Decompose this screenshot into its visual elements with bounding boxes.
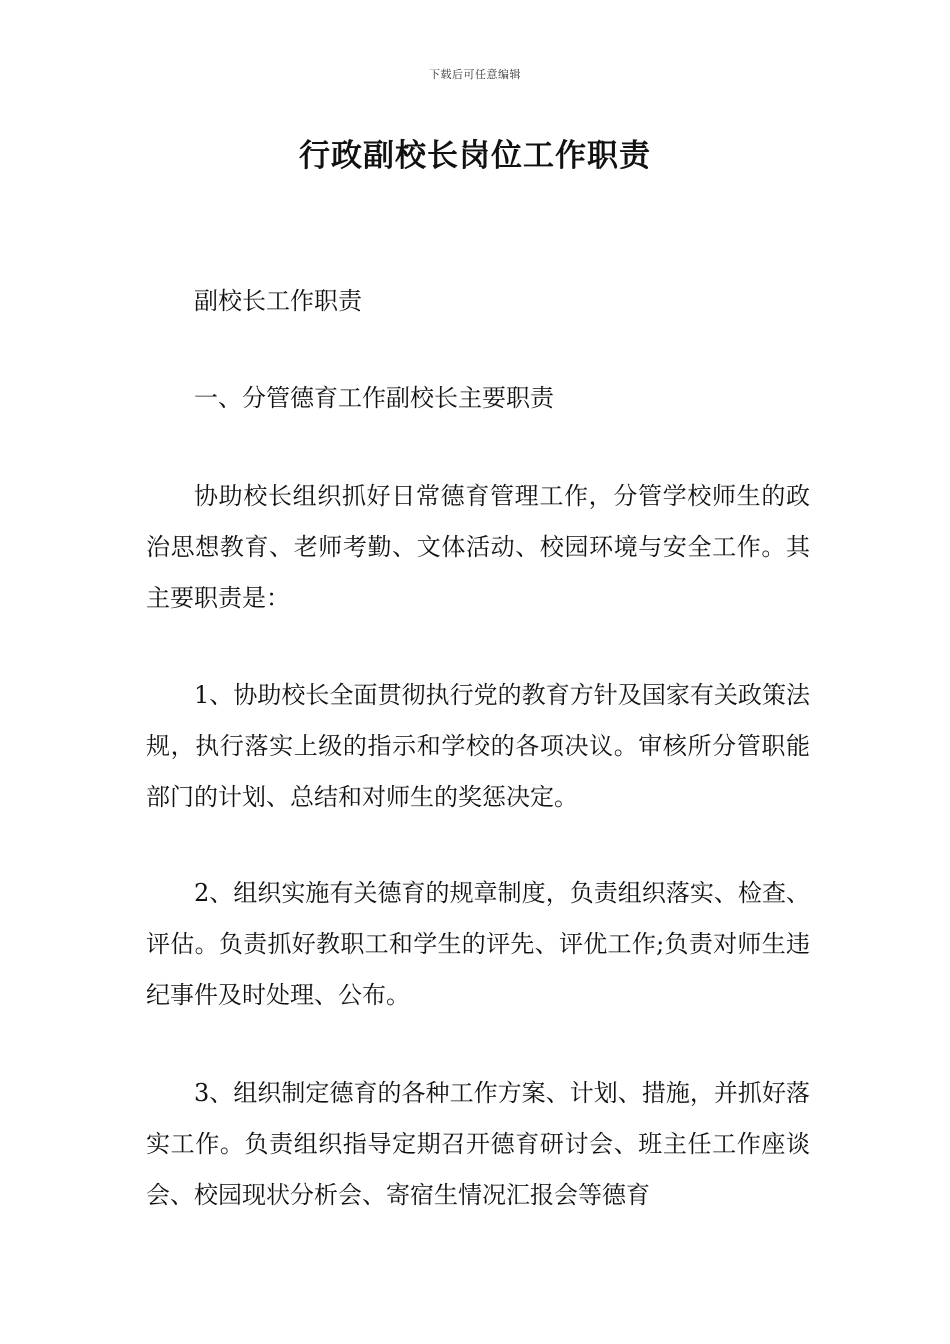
paragraph-item-3: 3、组织制定德育的各种工作方案、计划、措施，并抓好落实工作。负责组织指导定期召开德育研讨会、班主任工作座谈会、校园现状分析会、寄宿生情况汇报会等德育 [146, 1079, 810, 1209]
section-heading: 一、分管德育工作副校长主要职责 [194, 384, 554, 412]
paragraph-item-2: 2、组织实施有关德育的规章制度，负责组织落实、检查、评估。负责抓好教职工和学生的评先、评优工作;负责对师生违纪事件及时处理、公布。 [146, 879, 810, 1009]
header-note: 下载后可任意编辑 [429, 68, 521, 81]
paragraph-item-1: 1、协助校长全面贯彻执行党的教育方针及国家有关政策法规，执行落实上级的指示和学校的各项决议。审核所分管职能部门的计划、总结和对师生的奖惩决定。 [146, 681, 810, 811]
subtitle: 副校长工作职责 [194, 287, 362, 315]
document-title: 行政副校长岗位工作职责 [299, 138, 651, 174]
paragraph-intro: 协助校长组织抓好日常德育管理工作，分管学校师生的政治思想教育、老师考勤、文体活动、校园环境与安全工作。其主要职责是： [146, 482, 810, 612]
